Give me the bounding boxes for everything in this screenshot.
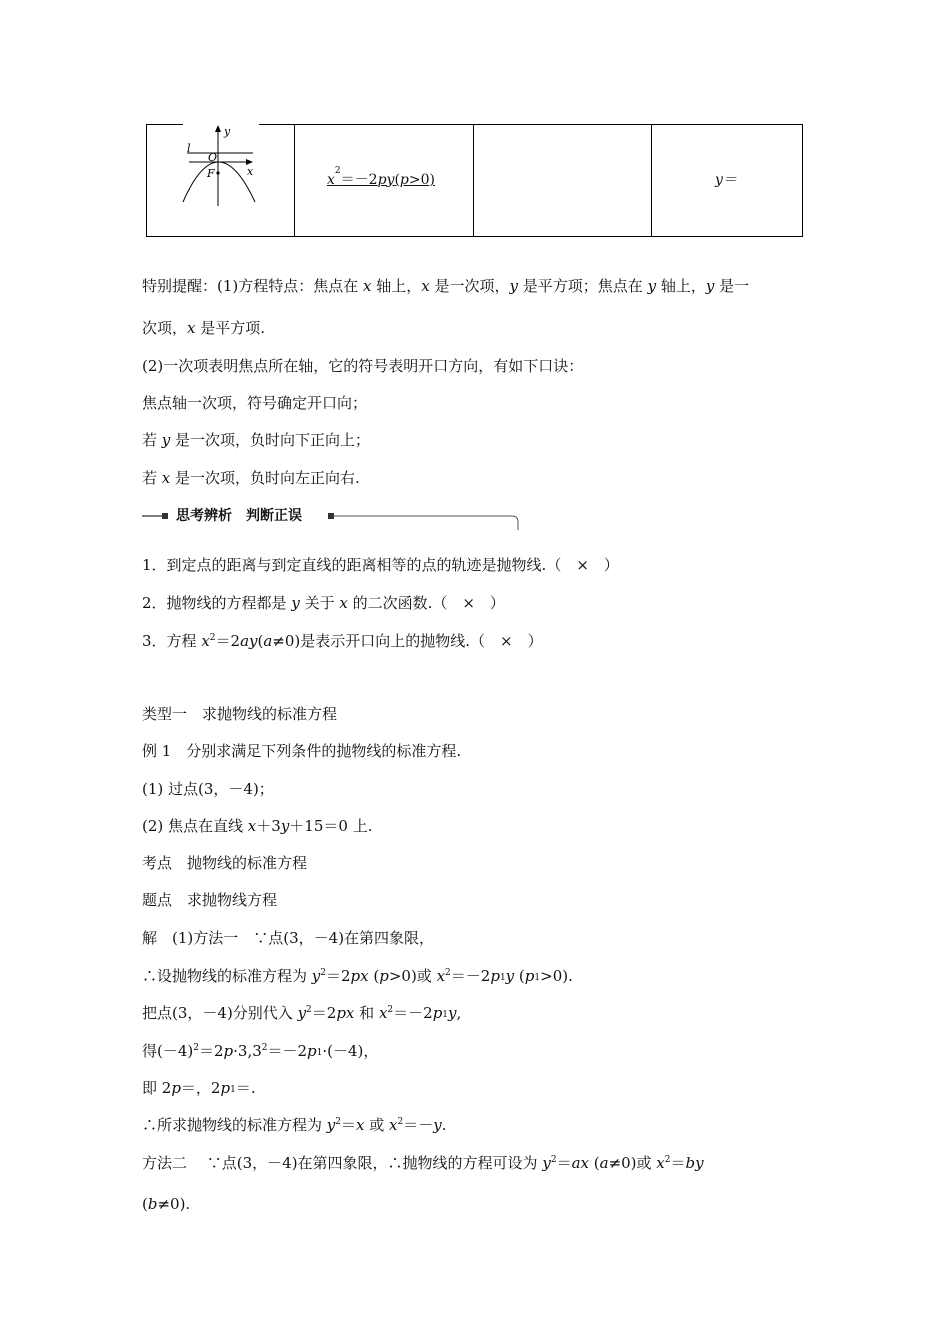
judge-item-1: 1．到定点的距离与到定直线的距离相等的点的轨迹是抛物线.（ × ） bbox=[142, 556, 619, 574]
section-header bbox=[142, 505, 520, 531]
question-1: (1) 过点(3，－4)； bbox=[142, 780, 274, 798]
reminder-line-2: 次项，x 是平方项. bbox=[142, 319, 266, 337]
reminder-line-3: (2)一次项表明焦点所在轴，它的符号表明开口方向，有如下口诀： bbox=[142, 357, 584, 375]
axis-label-x: x bbox=[247, 165, 254, 178]
axis-label-y: y bbox=[224, 125, 231, 138]
table-column-divider bbox=[651, 125, 652, 236]
directrix-label: l bbox=[187, 142, 191, 155]
judge-item-3: 3．方程 $x^2=2ay(a\ne 0)$是表示开口向上的抛物线.（ × ） bbox=[142, 632, 543, 650]
parabola-diagram bbox=[169, 122, 281, 208]
reminder-line-4: 焦点轴一次项，符号确定开口向； bbox=[142, 394, 368, 412]
reminder-line-6: 若 x 是一次项，负时向左正向右. bbox=[142, 469, 360, 487]
solution-line-1: 解 (1)方法一 ∵点(3，－4)在第四象限， bbox=[142, 929, 435, 947]
solution-line-4: 得$(-4)^2=2p\cdot 3,3^2=-2p_1\cdot(-4)$， bbox=[142, 1042, 379, 1060]
table-column-divider bbox=[473, 125, 474, 236]
solution-line-6: ∴所求抛物线的标准方程为 $y^2=x$ 或 $x^2=-y$. bbox=[142, 1116, 447, 1134]
solution-line-5: 即 2p＝，$2p_1=$. bbox=[142, 1079, 256, 1097]
kaodian: 考点 抛物线的标准方程 bbox=[142, 854, 308, 872]
reminder-line-5: 若 y 是一次项，负时向下正向上； bbox=[142, 431, 371, 449]
table-column-divider bbox=[294, 125, 295, 236]
origin-label: O bbox=[208, 151, 218, 164]
solution-line-3: 把点(3，－4)分别代入 $y^2=2px$ 和 $x^2=-2p_1y$, bbox=[142, 1004, 462, 1022]
solution-line-8: (b≠0). bbox=[142, 1195, 191, 1213]
tidian: 题点 求抛物线方程 bbox=[142, 891, 278, 909]
directrix-equation: y＝ bbox=[715, 172, 737, 188]
section-title: 思考辨析 判断正误 bbox=[172, 505, 306, 525]
judge-item-2: 2．抛物线的方程都是 y 关于 x 的二次函数.（ × ） bbox=[142, 594, 505, 612]
solution-line-2: ∴设抛物线的标准方程为 $y^2=2px$ (p>0)或 $x^2=-2p_1y$ $(p_1>0)$. bbox=[142, 967, 573, 985]
parabola-table bbox=[146, 124, 803, 237]
reminder-line-1: 特别提醒：(1)方程特点：焦点在 x 轴上，x 是一次项，y 是平方项；焦点在 y 轴上，y 是一 bbox=[142, 277, 750, 295]
question-2: (2) 焦点在直线 x＋3y＋15＝0 上. bbox=[142, 817, 373, 835]
standard-equation: $x^2=-2py(p>0)$ bbox=[327, 166, 435, 188]
focus-label: F bbox=[207, 167, 215, 180]
type-heading: 类型一 求抛物线的标准方程 bbox=[142, 705, 338, 723]
example-title: 例 1 分别求满足下列条件的抛物线的标准方程. bbox=[142, 742, 462, 760]
solution-line-7: 方法二 ∵点(3，－4)在第四象限，∴抛物线的方程可设为 $y^2=ax$ (a≠0)或 $x^2=by$ bbox=[142, 1154, 704, 1172]
